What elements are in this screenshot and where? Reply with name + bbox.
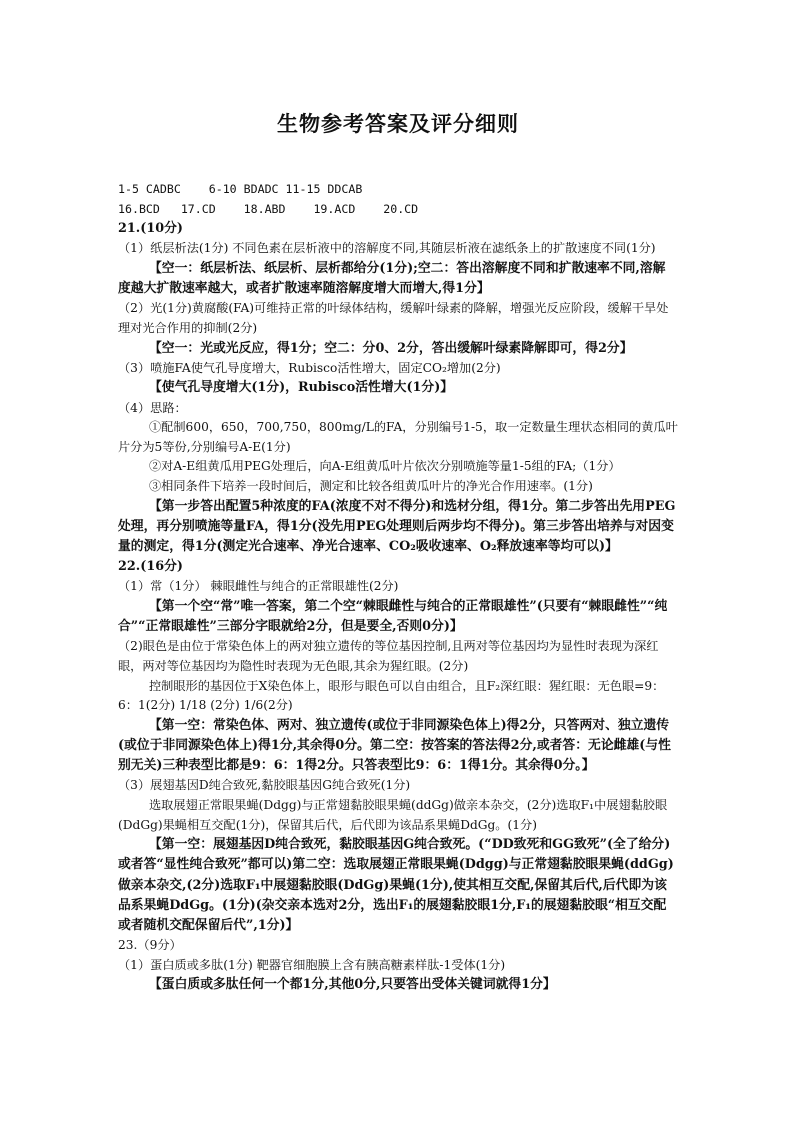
answer-document: [118, 108, 678, 996]
answer-line: （2)眼色是由位于常染色体上的两对独立遗传的等位基因控制,且两对等位基因均为显性时表现为深红眼，两对等位基因均为隐性时表现为无色眼,其余为猩红眼。(2分): [118, 639, 659, 673]
question-22-heading: 22.(16分): [118, 559, 183, 575]
answer-line: （4）思路：: [118, 400, 187, 415]
answer-line: （1）纸层析法(1分) 不同色素在层析液中的溶解度不同,其随层析液在滤纸条上的扩散速度不同(1分): [118, 241, 656, 256]
grading-note: 【第一空：展翅基因D纯合致死，黏胶眼基因G纯合致死。(“DD致死和GG致死”(全了给分)或者答“显性纯合致死”都可以)第二空：选取展翅正常眼果蝇(Ddgg)与正常翅黏胶眼果蝇(ddGg)做亲本杂交,(2分)选取F₁中展翅黏胶眼(DdGg)果蝇(1分),使其相互交配,保留其后代,后代即为该品系果蝇DdGg。(1分)(杂交亲本选对2分，选出F₁的展翅黏胶眼1分,F₁的展翅黏胶眼“相互交配或者随机交配保留后代”,1分)】: [118, 837, 674, 933]
answer-line-mc1: 1-5 CADBC 6-10 BDADC 11-15 DDCAB: [118, 182, 363, 196]
grading-note: 【第一空：常染色体、两对、独立遗传(或位于非同源染色体上)得2分，只答两对、独立遗传(或位于非同源染色体上)得1分,其余得0分。第二空：按答案的答法得2分,或者答：无论雌雄(与性别无关)三种表型比都是9：6：1得2分。只答表型比9：6：1得1分。其余得0分。】: [118, 717, 671, 774]
answer-line: ②对A-E组黄瓜用PEG处理后，向A-E组黄瓜叶片依次分别喷施等量1-5组的FA;（1分）: [149, 459, 621, 474]
grading-note: 【使气孔导度增大(1分)，Rubisco活性增大(1分)】: [149, 380, 454, 396]
answer-line-mc2: 16.BCD 17.CD 18.ABD 19.ACD 20.CD: [118, 201, 419, 216]
grading-note: 【第一个空“常”唯一答案，第二个空“棘眼雌性与纯合的正常眼雄性”(只要有“棘眼雌性”“纯合”“正常眼雄性”三部分字眼就给2分，但是要全,否则0分)】: [118, 598, 668, 635]
question-23-heading: 23.（9分）: [118, 938, 182, 953]
answer-line: （3）展翅基因D纯合致死,黏胶眼基因G纯合致死(1分): [118, 778, 411, 793]
answer-line: （1）蛋白质或多肽(1分) 靶器官细胞膜上含有胰高糖素样肽-1受体(1分): [118, 957, 506, 972]
grading-note: 【第一步答出配置5种浓度的FA(浓度不对不得分)和选材分组，得1分。第二步答出先用PEG处理，再分别喷施等量FA，得1分(没先用PEG处理则后两步均不得分)。第三步答出培养与对因变量的测定，得1分(测定光合速率、净光合速率、CO₂吸收速率、O₂释放速率等均可以)】: [118, 498, 676, 554]
grading-note: 【空一：光或光反应，得1分；空二：分0、2分，答出缓解叶绿素降解即可，得2分】: [149, 340, 633, 356]
answer-line: （2）光(1分)黄腐酸(FA)可维持正常的叶绿体结构，缓解叶绿素的降解，增强光反应阶段，缓解干旱处理对光合作用的抑制(2分): [118, 301, 669, 335]
grading-note: 【蛋白质或多肽任何一个都1分,其他0分,只要答出受体关键词就得1分】: [149, 977, 556, 993]
grading-note: 【空一：纸层析法、纸层析、层析都给分(1分);空二：答出溶解度不同和扩散速率不同,溶解度越大扩散速率越大，或者扩散速率随溶解度增大而增大,得1分】: [118, 260, 666, 297]
answer-line: （3）喷施FA使气孔导度增大，Rubisco活性增大，固定CO₂增加(2分): [118, 360, 501, 375]
question-21-heading: 21.(10分): [118, 221, 183, 237]
answer-line: ③相同条件下培养一段时间后，测定和比较各组黄瓜叶片的净光合作用速率。(1分): [149, 478, 593, 493]
answer-line: 选取展翅正常眼果蝇(Ddgg)与正常翅黏胶眼果蝇(ddGg)做亲本杂交，(2分)选取F₁中展翅黏胶眼(DdGg)果蝇相互交配(1分)，保留其后代，后代即为该品系果蝇DdGg。(1分): [118, 797, 668, 832]
document-title: 生物参考答案及评分细则: [277, 111, 519, 136]
answer-line: ①配制600，650，700,750，800mg/L的FA，分别编号1-5，取一定数量生理状态相同的黄瓜叶片分为5等份,分别编号A-E(1分): [118, 420, 678, 454]
answer-line: （1）常（1分） 棘眼雌性与纯合的正常眼雄性(2分): [118, 579, 399, 594]
answer-line: 控制眼形的基因位于X染色体上，眼形与眼色可以自由组合，且F₂深红眼：猩红眼：无色眼=9：6：1(2分) 1/18 (2分) 1/6(2分): [118, 678, 665, 713]
